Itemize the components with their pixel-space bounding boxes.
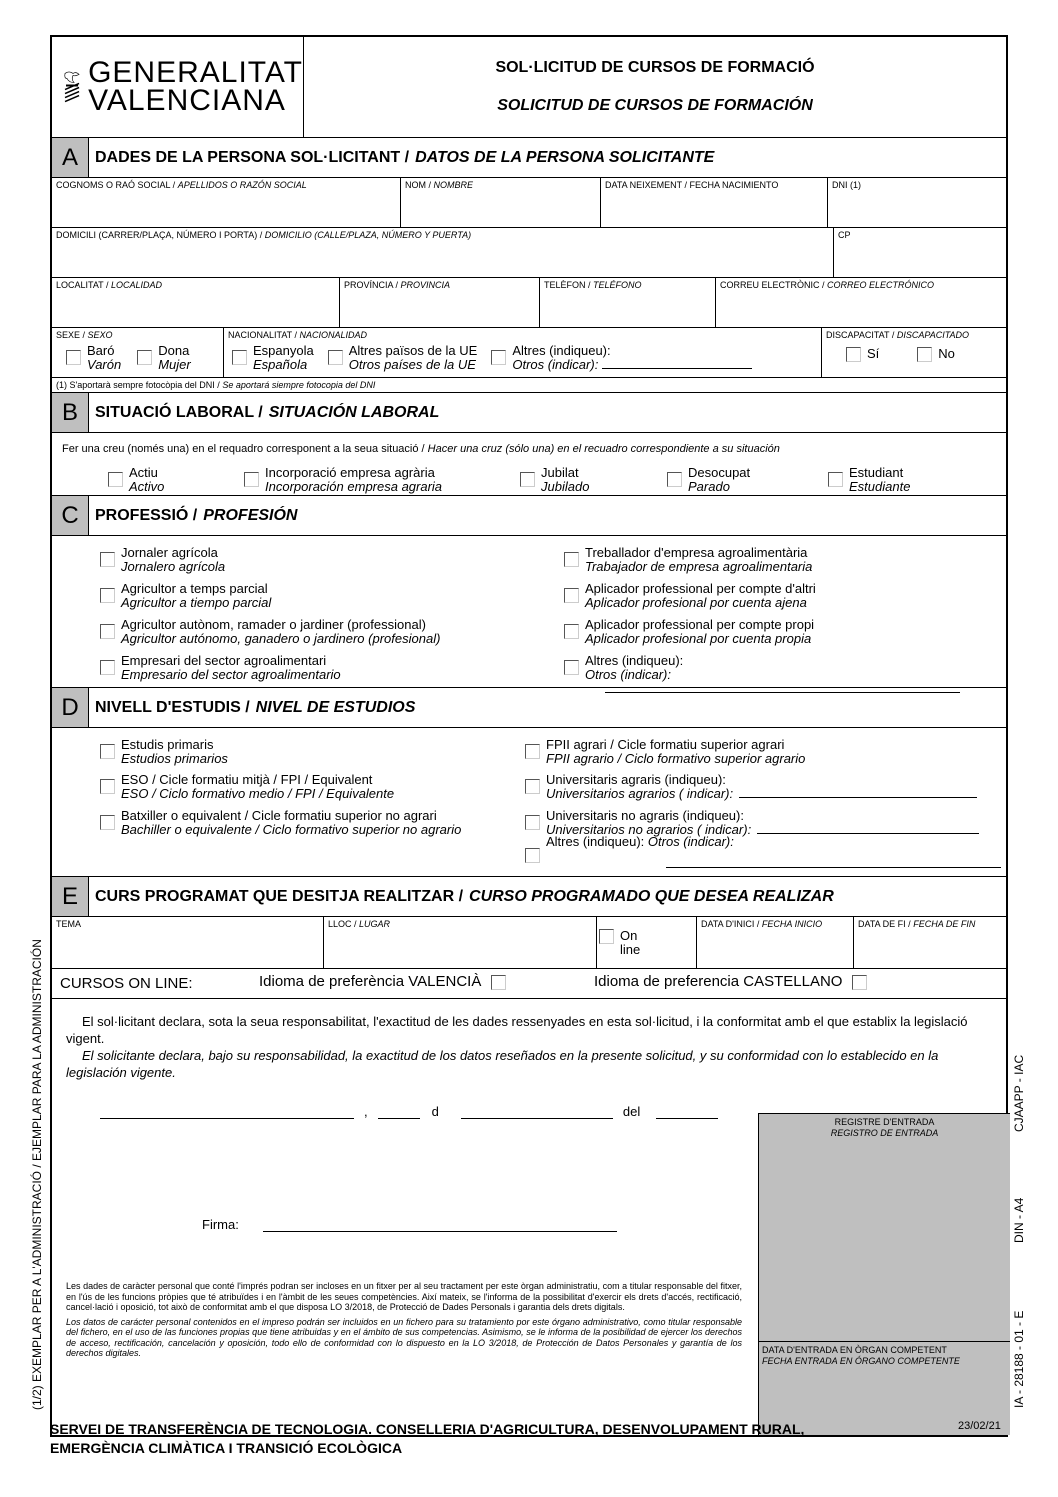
- field-domicili[interactable]: DOMICILI (CARRER/PLAÇA, NÚMERO I PORTA) / DOMICILIO (CALLE/PLAZA, NÚMERO Y PUERTA): [52, 228, 834, 277]
- place-line[interactable]: [100, 1118, 354, 1119]
- checkbox-online[interactable]: On line: [599, 929, 640, 957]
- checkbox-universitaris-no-agraris[interactable]: Universitaris no agraris (indiqueu): Universitarios no agrarios ( indicar):: [525, 809, 979, 837]
- section-title-es: SITUACIÓN LABORAL: [268, 403, 440, 421]
- row-domicili: [52, 228, 1006, 278]
- dni-note-row: [52, 378, 1006, 393]
- field-data-inici[interactable]: DATA D'INICI / FECHA INICIO: [697, 917, 854, 968]
- side-label-right-3: IA - 28188 - 01 - E: [1012, 1310, 1026, 1408]
- checkbox-altres-professio[interactable]: Altres (indiqueu): Otros (indicar):: [564, 654, 1006, 696]
- declaration-area: [52, 999, 1006, 1435]
- section-title-va: CURS PROGRAMAT QUE DESITJA REALITZAR /: [95, 887, 464, 905]
- altres-estudis-line[interactable]: [666, 867, 1001, 868]
- section-title-es: DATOS DE LA PERSONA SOLICITANTE: [415, 148, 715, 166]
- section-title-va: PROFESSIÓ /: [95, 506, 198, 524]
- footer-date: 23/02/21: [958, 1420, 1001, 1432]
- registre-label: REGISTRE D'ENTRADA REGISTRO DE ENTRADA: [830, 1117, 939, 1138]
- row-sexe: [52, 328, 1006, 378]
- section-title-va: NIVELL D'ESTUDIS /: [95, 698, 250, 716]
- section-c-body: [52, 536, 1006, 688]
- section-title: [89, 496, 297, 535]
- data-entrada-label: DATA D'ENTRADA EN ÒRGAN COMPETENT FECHA ENTRADA EN ÓRGANO COMPETENTE: [762, 1345, 960, 1366]
- form-header: [52, 37, 1006, 138]
- section-letter: E: [52, 877, 89, 916]
- field-tema[interactable]: TEMA: [52, 917, 324, 968]
- section-title: [89, 877, 834, 916]
- field-telefon[interactable]: TELÈFON / TELÉFONO: [540, 278, 716, 327]
- privacy-text: [66, 1281, 742, 1359]
- section-b-body: [52, 433, 1006, 496]
- checkbox-batxiller[interactable]: Batxiller o equivalent / Cicle formatiu superior no agrari Bachiller o equivalente / Ciclo formativo superior no agrario: [100, 809, 461, 837]
- section-a-header: [52, 138, 1006, 178]
- checkbox-aplicador-altri[interactable]: Aplicador professional per compte d'altri Aplicador profesional por cuenta ajena: [564, 582, 1006, 610]
- checkbox-aplicador-propi[interactable]: Aplicador professional per compte propi Aplicador profesional por cuenta propia: [564, 618, 1006, 646]
- universitaris-no-agraris-line[interactable]: [757, 833, 979, 834]
- signature-line: [202, 1217, 617, 1232]
- field-data-naixement[interactable]: DATA NEIXEMENT / FECHA NACIMIENTO: [601, 178, 828, 227]
- registre-entrada-box: [758, 1113, 1010, 1341]
- checkbox-altres-estudis[interactable]: Altres (indiqueu): Otros (indicar):: [525, 835, 734, 863]
- bat-emblem-icon: [62, 52, 82, 122]
- footer-line-2: EMERGÈNCIA CLIMÀTICA I TRANSICIÓ ECOLÒGICA: [50, 1440, 403, 1456]
- row-idioma: [52, 969, 1006, 999]
- month-line[interactable]: [461, 1118, 613, 1119]
- signature-field[interactable]: [263, 1231, 617, 1232]
- checkbox-treballador[interactable]: Treballador d'empresa agroalimentària Trabajador de empresa agroalimentaria: [564, 546, 1006, 574]
- application-form: [50, 35, 1008, 1437]
- dni-note: (1) S'aportarà sempre fotocòpia del DNI / Se aportará siempre fotocopia del DNI: [56, 380, 376, 390]
- declaration-va: El sol·licitant declara, sota la seua responsabilitat, l'exactitud de les dades ressenyades en esta sol·licitud, i la conformitat amb el que establix la legislació vigent.: [66, 1014, 968, 1046]
- checkbox-varon[interactable]: Baró Varón: [66, 344, 121, 372]
- logo-line-1: GENERALITAT: [88, 56, 303, 89]
- side-label-left: (1/2) EXEMPLAR PER A L'ADMINISTRACIÓ / EJEMPLAR PARA LA ADMINISTRACIÓN: [30, 939, 44, 1410]
- field-data-fi[interactable]: DATA DE FI / FECHA DE FIN: [858, 919, 976, 929]
- privacy-es: Los datos de carácter personal contenidos en el impreso podrán ser incluidos en un fichero para su tratamiento por este órgano administrativo, como titular responsable del fichero, en el uso de las funciones propias que tiene atribuidas y en el ámbito de sus competencias. Asimismo, se le informa de la posibilidad de ejercer los derechos de acceso, rectificación, cancelación y oposición, todo ello de conformidad con lo dispuesto en la LO 3/2018, de Protección de Datos Personales y garantía de los derechos digitales.: [66, 1316, 742, 1358]
- universitaris-agraris-line[interactable]: [739, 797, 977, 798]
- checkbox-idioma-castellano[interactable]: Idioma de preferencia CASTELLANO: [594, 975, 867, 990]
- year-line[interactable]: [656, 1118, 718, 1119]
- altres-nac-line[interactable]: [602, 368, 752, 369]
- side-label-right-2: DIN - A4: [1012, 1197, 1026, 1243]
- title-spanish: SOLICITUD DE CURSOS DE FORMACIÓN: [497, 97, 813, 114]
- checkbox-espanyola[interactable]: Espanyola Española: [232, 344, 314, 372]
- section-title-es: CURSO PROGRAMADO QUE DESEA REALIZAR: [469, 887, 834, 905]
- checkbox-incorporacio[interactable]: Incorporació empresa agrària Incorporación empresa agraria: [244, 466, 442, 494]
- field-nacionalitat: NACIONALITAT / NACIONALIDAD Espanyola Española Altres països de la UE Otros países de la UE Altres (indiqueu): Otros (indicar):: [224, 328, 822, 377]
- section-d-body: [52, 728, 1006, 877]
- footer-line-1: SERVEI DE TRANSFERÈNCIA DE TECNOLOGIA. CONSELLERIA D'AGRICULTURA, DESENVOLUPAMENT RURAL,: [50, 1421, 805, 1437]
- field-sexe: SEXE / SEXO Baró Varón Dona Mujer: [52, 328, 224, 377]
- declaration-text: [66, 1013, 998, 1081]
- checkbox-ue[interactable]: Altres països de la UE Otros países de la UE: [328, 344, 478, 372]
- checkbox-mujer[interactable]: Dona Mujer: [137, 344, 191, 372]
- checkbox-actiu[interactable]: Actiu Activo: [108, 466, 164, 494]
- checkbox-empresari[interactable]: Empresari del sector agroalimentari Empresario del sector agroalimentario: [100, 654, 538, 696]
- checkbox-jornaler[interactable]: Jornaler agrícola Jornalero agrícola: [100, 546, 538, 574]
- section-c-header: [52, 496, 1006, 536]
- checkbox-disc-si[interactable]: Sí: [846, 347, 879, 362]
- spacer-cell: [597, 917, 697, 968]
- row-curs: [52, 917, 1006, 969]
- generalitat-logo: [52, 37, 304, 137]
- field-dni[interactable]: DNI (1): [832, 180, 861, 190]
- field-provincia[interactable]: PROVÍNCIA / PROVINCIA: [340, 278, 540, 327]
- checkbox-idioma-valencia[interactable]: Idioma de preferència VALENCIÀ: [259, 975, 506, 990]
- section-title-es: PROFESIÓN: [203, 506, 298, 524]
- checkbox-agricultor-autonom[interactable]: Agricultor autònom, ramader o jardiner (professional) Agricultor autónomo, ganadero o jardinero (profesional): [100, 618, 538, 646]
- field-correu[interactable]: CORREU ELECTRÒNIC / CORREO ELECTRÓNICO: [720, 280, 935, 290]
- section-letter: C: [52, 496, 89, 535]
- section-e-header: [52, 877, 1006, 917]
- field-cognoms[interactable]: COGNOMS O RAÓ SOCIAL / APELLIDOS O RAZÓN SOCIAL: [52, 178, 401, 227]
- row-localitat: [52, 278, 1006, 328]
- checkbox-agricultor-parcial[interactable]: Agricultor a temps parcial Agricultor a tiempo parcial: [100, 582, 538, 610]
- title-valencian: SOL·LICITUD DE CURSOS DE FORMACIÓ: [495, 59, 815, 76]
- checkbox-universitaris-agraris[interactable]: Universitaris agraris (indiqueu): Universitarios agrarios ( indicar):: [525, 773, 977, 801]
- checkbox-fpii[interactable]: FPII agrari / Cicle formatiu superior agrari FPII agrario / Ciclo formativo superior agrario: [525, 738, 805, 766]
- checkbox-jubilat[interactable]: Jubilat Jubilado: [520, 466, 589, 494]
- logo-line-2: VALENCIANA: [88, 84, 286, 117]
- privacy-va: Les dades de caràcter personal que conté l'imprés podran ser incloses en un fitxer per al seu tractament per este òrgan administratiu, com a titular responsable del fitxer, en l'ús de les funcions pròpies que té atribuïdes i en l'àmbit de les seues competències. Així mateix, se l'informa de la possibilitat d'exercir els drets d'accés, rectificació, cancel·lació i oposició, tot això de conformitat amb el que disposa LO 3/2018, de Protecció de Dades Personals i garantia dels drets digitals.: [66, 1281, 742, 1312]
- section-b-header: [52, 393, 1006, 433]
- section-title-va: SITUACIÓ LABORAL /: [95, 403, 263, 421]
- section-title: [89, 138, 714, 177]
- field-nom[interactable]: NOM / NOMBRE: [401, 178, 601, 227]
- side-label-right-1: CJAAPP - IAC: [1012, 1054, 1026, 1132]
- checkbox-altres-nac[interactable]: Altres (indiqueu): Otros (indicar):: [491, 344, 752, 372]
- altres-professio-line[interactable]: [605, 692, 960, 693]
- section-b-instructions: Fer una creu (només una) en el requadro corresponent a la seua situació / Hacer una cruz (sólo una) en el recuadro correspondiente a su situación: [62, 443, 780, 455]
- checkbox-eso[interactable]: ESO / Cicle formatiu mitjà / FPI / Equivalent ESO / Ciclo formativo medio / FPI / Equivalente: [100, 773, 394, 801]
- field-localitat[interactable]: LOCALITAT / LOCALIDAD: [52, 278, 340, 327]
- field-discapacitat: DISCAPACITAT / DISCAPACITADO Sí No: [826, 330, 970, 361]
- place-date-line: , d del: [100, 1104, 718, 1119]
- section-letter: A: [52, 138, 89, 177]
- section-letter: B: [52, 393, 89, 432]
- field-lloc[interactable]: LLOC / LUGAR On line: [324, 917, 597, 968]
- footer-department: [50, 1420, 804, 1458]
- firma-label: Firma:: [202, 1217, 239, 1232]
- cursos-online-label: CURSOS ON LINE:: [60, 975, 193, 992]
- section-title-es: NIVEL DE ESTUDIOS: [255, 698, 416, 716]
- declaration-es: El solicitante declara, bajo su responsabilidad, la exactitud de los datos reseñados en la presente solicitud, y su conformidad con lo establecido en la legislación vigente.: [66, 1048, 939, 1080]
- section-title: [89, 688, 415, 727]
- section-title-va: DADES DE LA PERSONA SOL·LICITANT /: [95, 148, 410, 166]
- checkbox-disc-no[interactable]: No: [917, 347, 955, 362]
- checkbox-estudiant[interactable]: Estudiant Estudiante: [828, 466, 910, 494]
- day-line[interactable]: [378, 1118, 420, 1119]
- form-title: [304, 37, 1006, 137]
- section-letter: D: [52, 688, 89, 727]
- checkbox-desocupat[interactable]: Desocupat Parado: [667, 466, 750, 494]
- field-cp[interactable]: CP: [838, 230, 851, 240]
- row-name: [52, 178, 1006, 228]
- section-title: [89, 393, 439, 432]
- checkbox-primaris[interactable]: Estudis primaris Estudios primarios: [100, 738, 228, 766]
